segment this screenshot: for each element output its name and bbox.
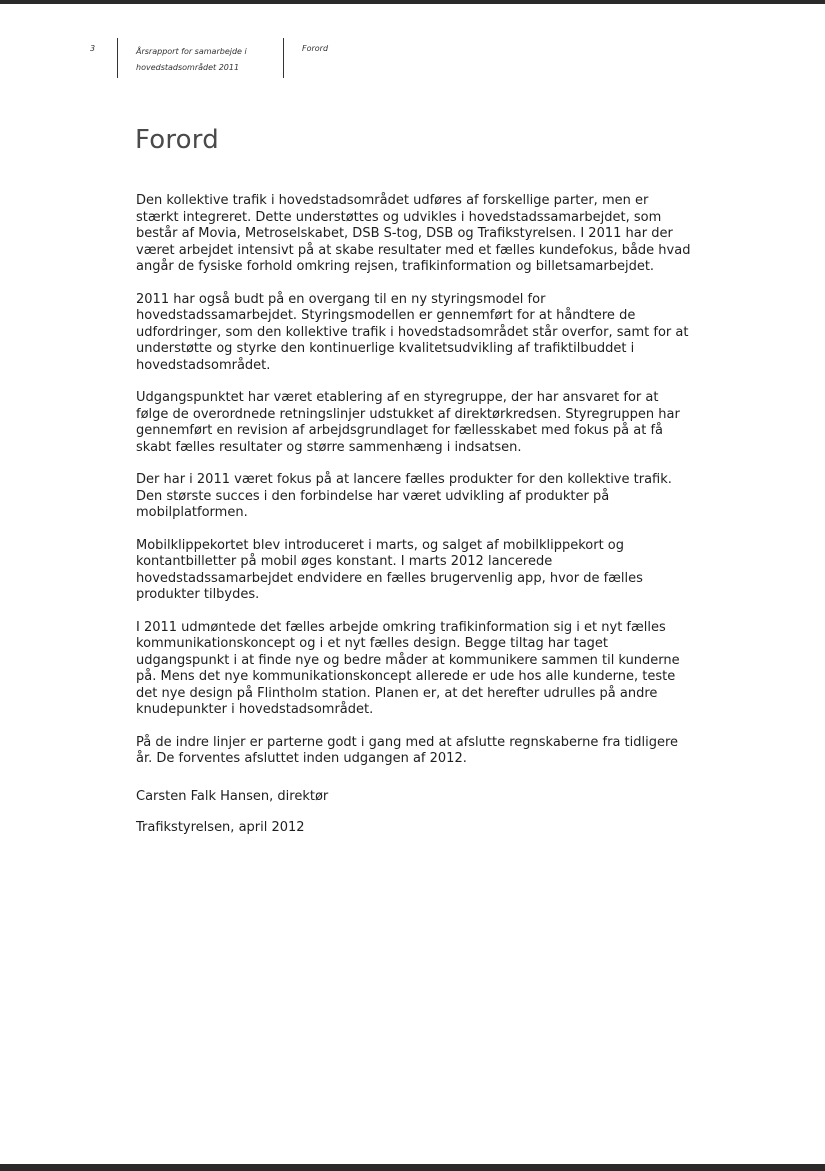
running-header-report-title [136,44,247,76]
page-number: 3 [90,44,96,53]
header-divider-right [283,38,284,78]
header-divider-left [117,38,118,78]
scan-top-edge [0,0,825,4]
paragraph-6: I 2011 udmøntede det fælles arbejde omkring trafikinformation sig i et nyt fælles kommunikationskoncept og i et nyt fælles design. Begge tiltag har taget udgangspunkt i at finde nye og bedre måder at kommunikere sammen til kunderne på. Mens det nye kommunikationskoncept allerede er ude hos alle kunderne, teste det nye design på Flintholm station. Planen er, at det herefter udrulles på andre knudepunkter i hovedstadsområdet. [136,619,680,717]
scan-bottom-edge [0,1164,825,1171]
paragraph-1: Den kollektive trafik i hovedstadsområdet udføres af forskellige parter, men er stærkt integreret. Dette understøttes og udvikles i hovedstadssamarbejdet, som består af Movia, Metroselskabet, DSB S-tog, DSB og Trafikstyrelsen. I 2011 har der været arbejdet intensivt på at skabe resultater med et fælles kundefokus, både hvad angår de fysiske forhold omkring rejsen, trafikinformation og billetsamarbejdet. [136,193,691,274]
paragraph-4: Der har i 2011 været fokus på at lancere fælles produkter for den kollektive trafik. Den største succes i den forbindelse har været udvikling af produkter på mobilplatformen. [136,472,672,520]
paragraph-3: Udgangspunktet har været etablering af en styregruppe, der har ansvaret for at følge de overordnede retningslinjer udstukket af direktørkredsen. Styregruppen har gennemført en revision af arbejdsgrundlaget for fællesskabet med fokus på at få skabt fælles resultater og større sammenhæng i indsatsen. [136,390,680,455]
body-text [136,193,691,784]
paragraph-5: Mobilklippekortet blev introduceret i marts, og salget af mobilklippekort og kontantbilletter på mobil øges konstant. I marts 2012 lancerede hovedstadssamarbejdet endvidere en fælles brugervenlig app, hvor de fælles produkter tilbydes. [136,537,643,602]
running-header-section-title: Forord [302,44,329,53]
paragraph-2: 2011 har også budt på en overgang til en ny styringsmodel for hovedstadssamarbejdet. Styringsmodellen er gennemført for at håndtere de udfordringer, som den kollektive trafik i hovedstadsområdet står overfor, samt for at understøtte og styrke den kontinuerlige kvalitetsudvikling af trafiktilbuddet i hovedstadsområdet. [136,291,689,373]
signature-organization: Trafikstyrelsen, april 2012 [136,820,305,835]
report-title-line-1: Årsrapport for samarbejde i [136,47,247,56]
page-title: Forord [135,125,219,155]
signature-name: Carsten Falk Hansen, direktør [136,789,329,804]
paragraph-7: På de indre linjer er parterne godt i gang med at afslutte regnskaberne fra tidligere år. De forventes afsluttet inden udgangen af 2012. [136,734,679,766]
report-title-line-2: hovedstadsområdet 2011 [136,63,240,72]
